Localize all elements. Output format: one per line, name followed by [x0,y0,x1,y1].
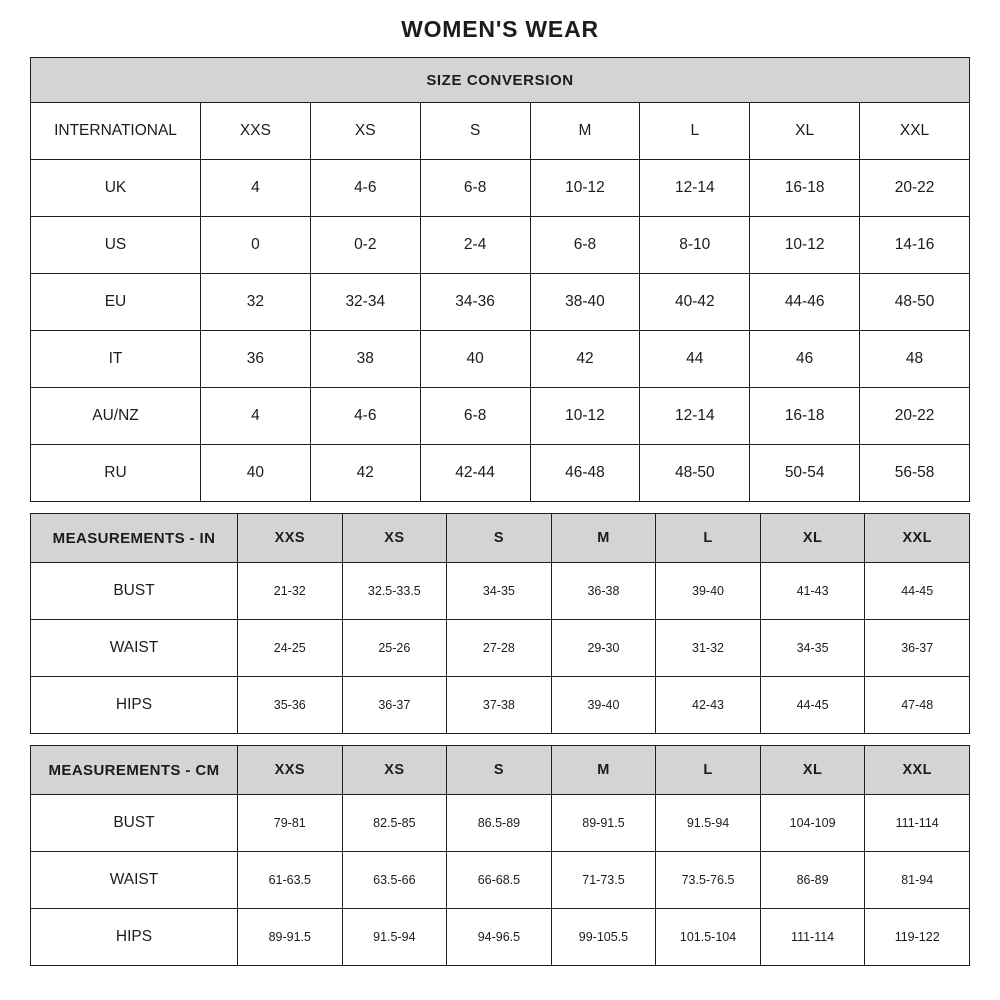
size-conversion-title: SIZE CONVERSION [31,58,970,103]
value-cell: 12-14 [640,160,750,217]
value-cell: 37-38 [447,677,552,734]
row-label: EU [31,274,201,331]
value-cell: 111-114 [865,795,970,852]
value-cell: 46-48 [530,445,640,502]
value-cell: 44-45 [760,677,865,734]
value-cell: 42 [310,445,420,502]
size-header-cell: XS [342,746,447,795]
value-cell: XL [750,103,860,160]
table-row [31,160,970,217]
value-cell: 48-50 [640,445,750,502]
value-cell: 32-34 [310,274,420,331]
row-label: IT [31,331,201,388]
value-cell: 39-40 [656,563,761,620]
value-cell: 8-10 [640,217,750,274]
size-header-cell: S [447,514,552,563]
size-header-cell: S [447,746,552,795]
value-cell: 21-32 [238,563,343,620]
value-cell: 104-109 [760,795,865,852]
value-cell: 81-94 [865,852,970,909]
value-cell: XS [310,103,420,160]
size-header-cell: XS [342,514,447,563]
row-label: INTERNATIONAL [31,103,201,160]
measurements-cm-table [30,745,970,966]
value-cell: 40-42 [640,274,750,331]
row-label: BUST [31,795,238,852]
value-cell: 86-89 [760,852,865,909]
table-row [31,331,970,388]
measurements-in-title: MEASUREMENTS - IN [31,514,238,563]
measurements-in-table [30,513,970,734]
row-label: RU [31,445,201,502]
value-cell: 38 [310,331,420,388]
size-conversion-body [31,103,970,502]
measurements-in-header-row [31,514,970,563]
value-cell: 48-50 [860,274,970,331]
value-cell: 119-122 [865,909,970,966]
value-cell: 6-8 [420,160,530,217]
value-cell: 25-26 [342,620,447,677]
measurements-cm-title: MEASUREMENTS - CM [31,746,238,795]
value-cell: 99-105.5 [551,909,656,966]
value-cell: 16-18 [750,388,860,445]
size-header-cell: XXS [238,746,343,795]
value-cell: 111-114 [760,909,865,966]
row-label: HIPS [31,677,238,734]
value-cell: 6-8 [420,388,530,445]
value-cell: 36-37 [865,620,970,677]
value-cell: 32 [201,274,311,331]
value-cell: 4 [201,160,311,217]
table-row [31,388,970,445]
size-header-cell: L [656,746,761,795]
value-cell: 86.5-89 [447,795,552,852]
table-row [31,217,970,274]
value-cell: 0 [201,217,311,274]
value-cell: M [530,103,640,160]
value-cell: S [420,103,530,160]
value-cell: 71-73.5 [551,852,656,909]
value-cell: 42 [530,331,640,388]
size-header-cell: XL [760,746,865,795]
value-cell: 6-8 [530,217,640,274]
value-cell: 35-36 [238,677,343,734]
value-cell: 4-6 [310,160,420,217]
table-row [31,445,970,502]
row-label: UK [31,160,201,217]
value-cell: 20-22 [860,160,970,217]
value-cell: 91.5-94 [342,909,447,966]
value-cell: 4-6 [310,388,420,445]
value-cell: 10-12 [530,160,640,217]
table-row [31,677,970,734]
row-label: WAIST [31,620,238,677]
row-label: BUST [31,563,238,620]
page-title: WOMEN'S WEAR [401,16,599,42]
value-cell: 0-2 [310,217,420,274]
size-header-cell: XXL [865,746,970,795]
value-cell: 46 [750,331,860,388]
value-cell: 42-43 [656,677,761,734]
value-cell: 56-58 [860,445,970,502]
value-cell: XXL [860,103,970,160]
value-cell: 48 [860,331,970,388]
value-cell: 41-43 [760,563,865,620]
value-cell: 44-45 [865,563,970,620]
table-row [31,274,970,331]
row-label: US [31,217,201,274]
size-header-cell: XL [760,514,865,563]
value-cell: 40 [420,331,530,388]
value-cell: 101.5-104 [656,909,761,966]
value-cell: 10-12 [530,388,640,445]
value-cell: 47-48 [865,677,970,734]
table-row [31,103,970,160]
value-cell: 36-37 [342,677,447,734]
size-header-cell: M [551,746,656,795]
size-header-cell: XXS [238,514,343,563]
table-row [31,852,970,909]
value-cell: 34-35 [760,620,865,677]
value-cell: 29-30 [551,620,656,677]
value-cell: 4 [201,388,311,445]
value-cell: 79-81 [238,795,343,852]
value-cell: 27-28 [447,620,552,677]
value-cell: 42-44 [420,445,530,502]
table-row [31,563,970,620]
value-cell: 10-12 [750,217,860,274]
size-conversion-header-row [31,58,970,103]
value-cell: 39-40 [551,677,656,734]
value-cell: 34-36 [420,274,530,331]
measurements-cm-body [31,795,970,966]
size-conversion-table [30,57,970,502]
value-cell: 91.5-94 [656,795,761,852]
size-header-cell: XXL [865,514,970,563]
value-cell: 89-91.5 [238,909,343,966]
size-header-cell: L [656,514,761,563]
value-cell: 66-68.5 [447,852,552,909]
value-cell: 32.5-33.5 [342,563,447,620]
measurements-in-body [31,563,970,734]
value-cell: 14-16 [860,217,970,274]
value-cell: 34-35 [447,563,552,620]
value-cell: 44 [640,331,750,388]
value-cell: 63.5-66 [342,852,447,909]
value-cell: 50-54 [750,445,860,502]
table-row [31,620,970,677]
size-header-cell: M [551,514,656,563]
row-label: HIPS [31,909,238,966]
value-cell: 2-4 [420,217,530,274]
value-cell: L [640,103,750,160]
value-cell: 36 [201,331,311,388]
table-row [31,909,970,966]
value-cell: 61-63.5 [238,852,343,909]
value-cell: 24-25 [238,620,343,677]
value-cell: 31-32 [656,620,761,677]
value-cell: 40 [201,445,311,502]
value-cell: 73.5-76.5 [656,852,761,909]
value-cell: 82.5-85 [342,795,447,852]
table-row [31,795,970,852]
row-label: WAIST [31,852,238,909]
value-cell: 20-22 [860,388,970,445]
value-cell: 12-14 [640,388,750,445]
value-cell: 44-46 [750,274,860,331]
value-cell: 16-18 [750,160,860,217]
value-cell: 94-96.5 [447,909,552,966]
value-cell: 89-91.5 [551,795,656,852]
measurements-cm-header-row [31,746,970,795]
row-label: AU/NZ [31,388,201,445]
value-cell: XXS [201,103,311,160]
value-cell: 38-40 [530,274,640,331]
value-cell: 36-38 [551,563,656,620]
